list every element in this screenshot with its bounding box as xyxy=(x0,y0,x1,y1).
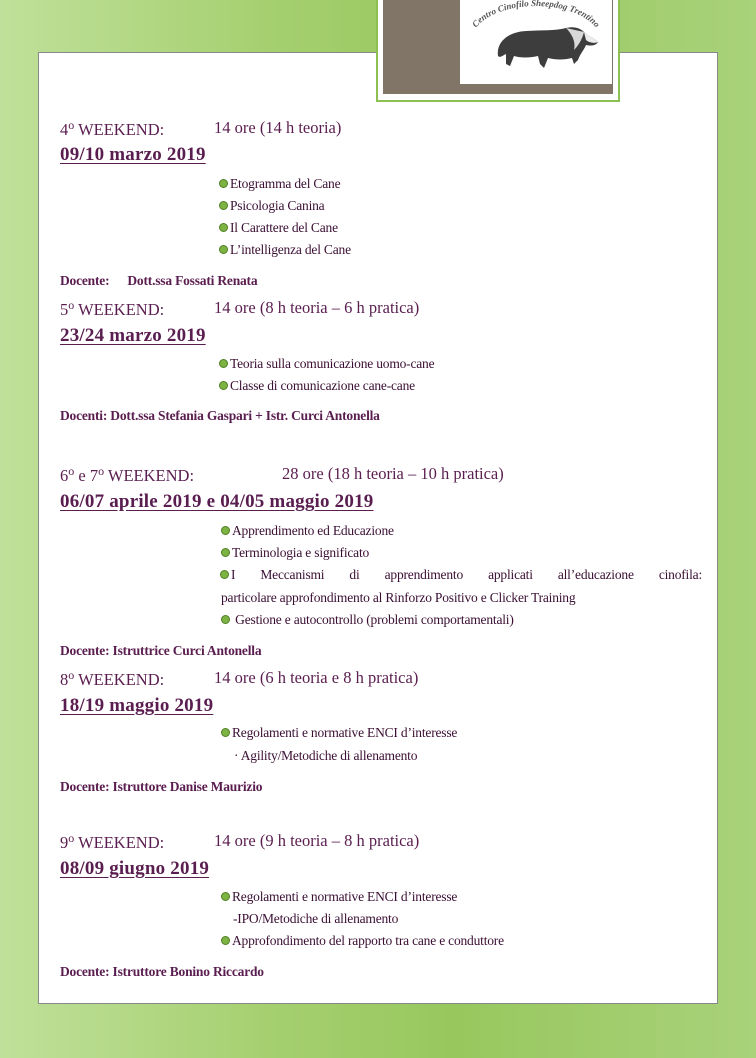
list-item: Classe di comunicazione cane-cane xyxy=(219,378,415,394)
weekend-5-hours: 14 ore (8 h teoria – 6 h pratica) xyxy=(214,298,420,317)
logo-frame xyxy=(376,0,620,102)
list-item: -IPO/Metodiche di allenamento xyxy=(233,911,399,926)
list-item: Regolamenti e normative ENCI d’interesse xyxy=(221,725,457,741)
weekend-8-hours: 14 ore (6 h teoria e 8 h pratica) xyxy=(214,668,419,687)
weekend-6-7-docente: Docente: Istruttrice Curci Antonella xyxy=(60,643,262,658)
bullet-icon xyxy=(220,570,229,579)
weekend-5-header: 5$^o$ WEEKEND: 14 ore (8 h teoria – 6 h pratica) xyxy=(60,298,420,319)
list-item: I Meccanismi di apprendimento applicati all’educazione cinofila: xyxy=(220,567,702,583)
list-item: L’intelligenza del Cane xyxy=(219,242,351,258)
weekend-4-date: 09/10 marzo 2019 xyxy=(60,144,206,165)
logo-panel xyxy=(460,0,612,84)
weekend-9-docente: Docente: Istruttore Bonino Riccardo xyxy=(60,964,264,979)
bullet-icon xyxy=(221,936,230,945)
weekend-6-7-header: 6$^o$ e 7$^o$ WEEKEND: 28 ore (18 h teoria – 10 h pratica) xyxy=(60,464,504,485)
bullet-icon xyxy=(221,615,230,624)
logo-background xyxy=(383,0,613,94)
weekend-9-date: 08/09 giugno 2019 xyxy=(60,858,210,879)
list-item: Teoria sulla comunicazione uomo-cane xyxy=(219,356,434,372)
weekend-8-header: 8$^o$ WEEKEND: 14 ore (6 h teoria e 8 h pratica) xyxy=(60,668,419,689)
bullet-icon xyxy=(219,245,228,254)
weekend-5-date: 23/24 marzo 2019 xyxy=(60,325,206,346)
list-item: · Agility/Metodiche di allenamento xyxy=(234,748,418,763)
bullet-icon xyxy=(221,892,230,901)
list-item: Psicologia Canina xyxy=(219,198,324,214)
bullet-icon xyxy=(219,359,228,368)
weekend-5-docente: Docenti: Dott.ssa Stefania Gaspari + Istr. Curci Antonella xyxy=(60,408,380,423)
weekend-8-docente: Docente: Istruttore Danise Maurizio xyxy=(60,779,263,794)
weekend-4-header: 4$^o$ WEEKEND: 14 ore (14 h teoria) xyxy=(60,118,342,139)
weekend-4-docente: Docente: Dott.ssa Fossati Renata xyxy=(60,273,258,288)
list-item-continuation: particolare approfondimento al Rinforzo Positivo e Clicker Training xyxy=(221,590,576,605)
bullet-icon xyxy=(219,201,228,210)
svg-text:Centro Cinofilo Sheepdog Trent xyxy=(470,0,602,30)
list-item: Terminologia e significato xyxy=(221,545,369,561)
list-item: Etogramma del Cane xyxy=(219,176,340,192)
list-item: Gestione e autocontrollo (problemi comportamentali) xyxy=(221,612,514,628)
bullet-icon xyxy=(219,179,228,188)
bullet-icon xyxy=(219,223,228,232)
list-item: Regolamenti e normative ENCI d’interesse xyxy=(221,889,457,905)
logo-text: Centro Cinofilo Sheepdog Trentino xyxy=(470,0,603,30)
bullet-icon xyxy=(221,548,230,557)
bullet-icon xyxy=(221,526,230,535)
weekend-9-header: 9$^o$ WEEKEND: 14 ore (9 h teoria – 8 h pratica) xyxy=(60,831,420,852)
weekend-8-date: 18/19 maggio 2019 xyxy=(60,695,214,716)
weekend-6-7-hours: 28 ore (18 h teoria – 10 h pratica) xyxy=(282,464,504,483)
weekend-4-hours: 14 ore (14 h teoria) xyxy=(214,118,342,137)
dog-silhouette-icon xyxy=(460,0,612,84)
weekend-9-hours: 14 ore (9 h teoria – 8 h pratica) xyxy=(214,831,420,850)
list-item: Apprendimento ed Educazione xyxy=(221,523,394,539)
list-item: Approfondimento del rapporto tra cane e conduttore xyxy=(221,933,504,949)
bullet-icon xyxy=(219,381,228,390)
weekend-6-7-date: 06/07 aprile 2019 e 04/05 maggio 2019 xyxy=(60,491,374,512)
list-item: Il Carattere del Cane xyxy=(219,220,338,236)
bullet-icon xyxy=(221,728,230,737)
